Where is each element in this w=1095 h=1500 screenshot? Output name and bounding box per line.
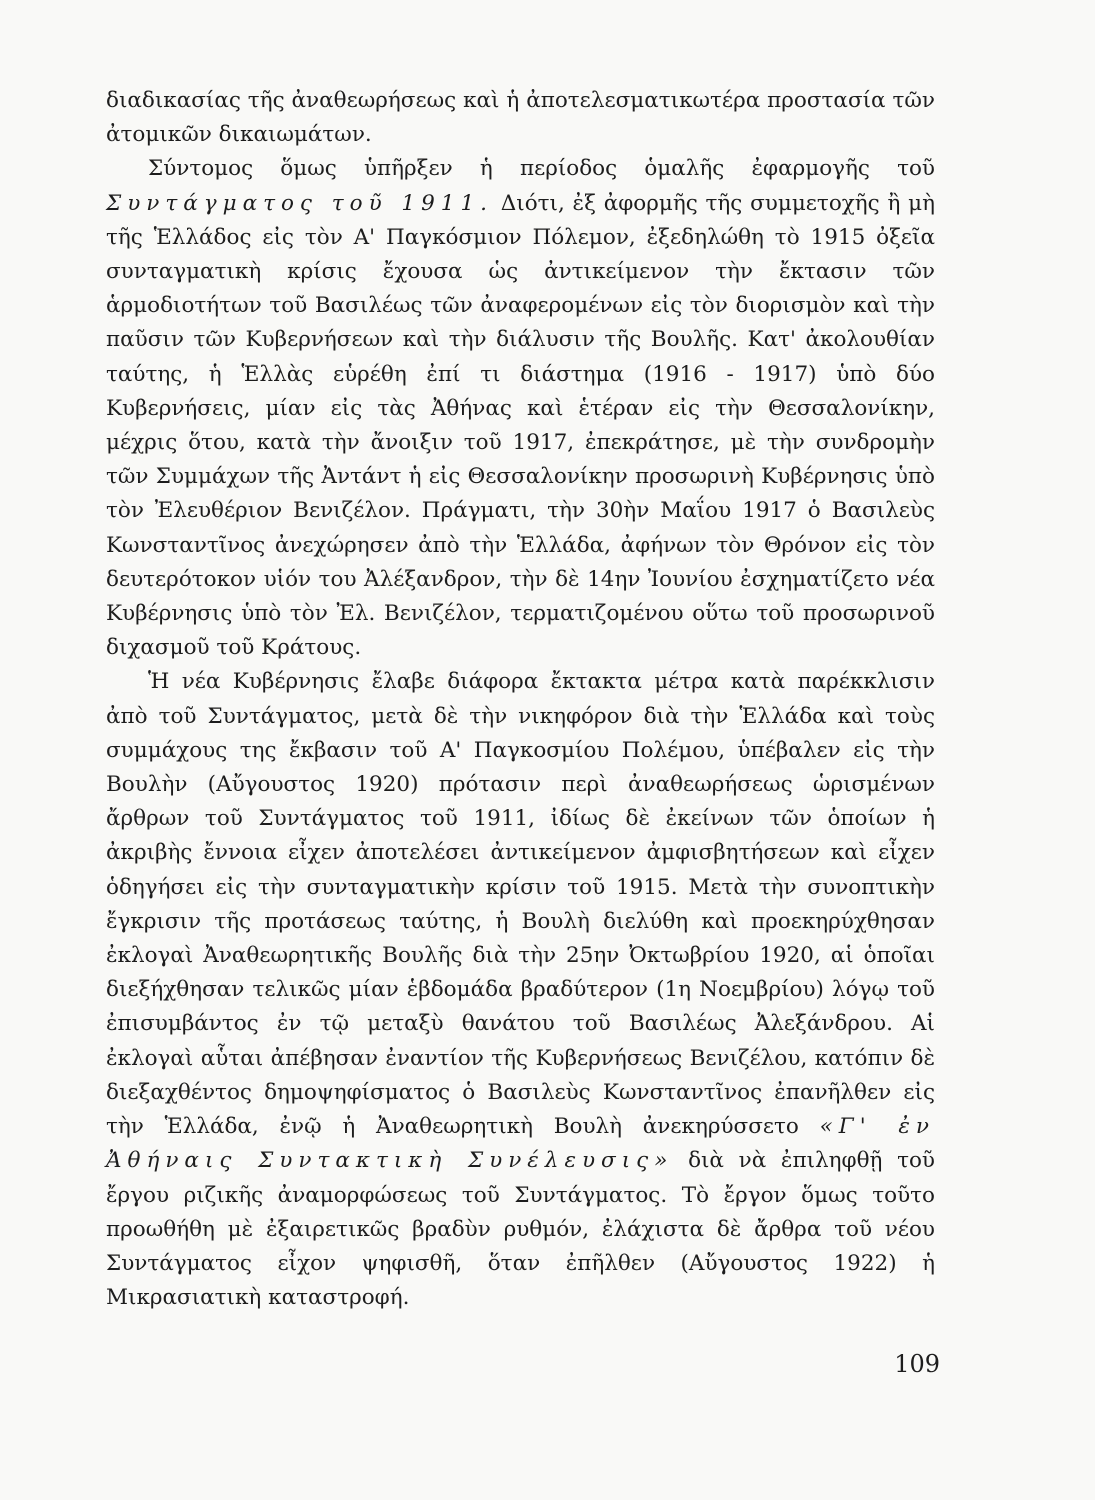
page-number: 109 — [894, 1350, 940, 1378]
paragraph-2-rest: Διότι, ἐξ ἀφορμῆς τῆς συμμετοχῆς ἢ μὴ τῆς Ἑλλάδος εἰς τὸν Α' Παγκόσμιον Πόλεμον, ἐξεδηλώθη τὸ 1915 ὀξεῖα συνταγματικὴ κρίσις ἔχουσα ὡς ἀντικείμενον τὴν ἔκτασιν τῶν ἁρμοδιοτήτων τοῦ Βασιλέως τῶν ἀναφερομένων εἰς τὸν διορισμὸν καὶ τὴν παῦσιν τῶν Κυβερνήσεων καὶ τὴν διάλυσιν τῆς Βουλῆς. Κατ' ἀκολουθίαν ταύτης, ἡ Ἑλλὰς εὑρέθη ἐπί τι διάστημα (1916 - 1917) ὑπὸ δύο Κυβερνήσεις, μίαν εἰς τὰς Ἀθήνας καὶ ἑτέραν εἰς τὴν Θεσσαλονίκην, μέχρις ὅτου, κατὰ τὴν ἄνοιξιν τοῦ 1917, ἐπεκράτησε, μὲ τὴν συνδρομὴν τῶν Συμμάχων τῆς Ἀντάντ ἡ εἰς Θεσσαλονίκην προσωρινὴ Κυβέρνησις ὑπὸ τὸν Ἐλευθέριον Βενιζέλον. Πράγματι, τὴν 30ὴν Μαΐου 1917 ὁ Βασιλεὺς Κωνσταντῖνος ἀνεχώρησεν ἀπὸ τὴν Ἑλλάδα, ἀφήνων τὸν Θρόνον εἰς τὸν δευτερότοκον υἱόν του Ἀλέξανδρον, τὴν δὲ 14ην Ἰουνίου ἐσχηματίζετο νέα Κυβέρνησις ὑπὸ τὸν Ἐλ. Βενιζέλον, τερματιζομένου οὕτω τοῦ προσωρινοῦ διχασμοῦ τοῦ Κράτους. — [106, 190, 935, 661]
paragraph-3-rest: διὰ νὰ ἐπιληφθῇ τοῦ ἔργου ριζικῆς ἀναμορφώσεως τοῦ Συντάγματος. Τὸ ἔργον ὅμως τοῦτο προωθήθη μὲ ἐξαιρετικῶς βραδὺν ρυθμόν, ἐλάχιστα δὲ ἄρθρα τοῦ νέου Συντάγματος εἶχον ψηφισθῆ, ὅταν ἐπῆλθεν (Αὔγουστος 1922) ἡ Μικρασιατικὴ καταστροφή. — [106, 1148, 936, 1311]
paragraph-3-start: Ἡ νέα Κυβέρνησις ἔλαβε διάφορα ἔκτακτα μέτρα κατὰ παρέκκλισιν ἀπὸ τοῦ Συντάγματος, μετὰ δὲ τὴν νικηφόρον διὰ τὴν Ἑλλάδα καὶ τοὺς συμμάχους της ἔκβασιν τοῦ Α' Παγκοσμίου Πολέμου, ὑπέβαλεν εἰς τὴν Βουλὴν (Αὔγουστος 1920) πρότασιν περὶ ἀναθεωρήσεως ὡρισμένων ἄρθρων τοῦ Συντάγματος τοῦ 1911, ἰδίως δὲ ἐκείνων τῶν ὁποίων ἡ ἀκριβὴς ἔννοια εἶχεν ἀποτελέσει ἀντικείμενον ἀμφισβητήσεων καὶ εἶχεν ὁδηγήσει εἰς τὴν συνταγματικὴν κρίσιν τοῦ 1915. Μετὰ τὴν συνοπτικὴν ἔγκρισιν τῆς προτάσεως ταύτης, ἡ Βουλὴ διελύθη καὶ προεκηρύχθησαν ἐκλογαὶ Ἀναθεωρητικῆς Βουλῆς διὰ τὴν 25ην Ὀκτωβρίου 1920, αἱ ὁποῖαι διεξήχθησαν τελικῶς μίαν ἑβδομάδα βραδύτερον (1η Νοεμβρίου) λόγῳ τοῦ ἐπισυμβάντος ἐν τῷ μεταξὺ θανάτου τοῦ Βασιλέως Ἀλεξάνδρου. Αἱ ἐκλογαὶ αὗται ἀπέβησαν ἐναντίον τῆς Κυβερνήσεως Βενιζέλου, κατόπιν δὲ διεξαχθέντος δημοψηφίσματος ὁ Βασιλεὺς Κωνσταντῖνος ἐπανῆλθεν εἰς τὴν Ἑλλάδα, ἐνῷ ἡ Ἀναθεωρητικὴ Βουλὴ ἀνεκηρύσσετο — [106, 669, 935, 1140]
paragraph-2-start: Σύντομος ὅμως ὑπῆρξεν ἡ περίοδος ὁμαλῆς ἐφαρμογῆς τοῦ — [148, 156, 935, 182]
body-text — [106, 84, 935, 1315]
paragraph-new-government — [106, 665, 935, 1315]
paragraph-constitution-1911 — [106, 152, 935, 665]
emphasis-constituent-assembly: «Γ' ἐν Ἀθήναις Συντακτικὴ Συνέλευσις» — [106, 1114, 935, 1174]
paragraph-continuation: διαδικασίας τῆς ἀναθεωρήσεως καὶ ἡ ἀποτελεσματικωτέρα προστασία τῶν ἀτομικῶν δικαιωμάτων. — [106, 88, 935, 148]
emphasis-constitution-1911: Συντάγματος τοῦ 1911. — [106, 190, 493, 216]
